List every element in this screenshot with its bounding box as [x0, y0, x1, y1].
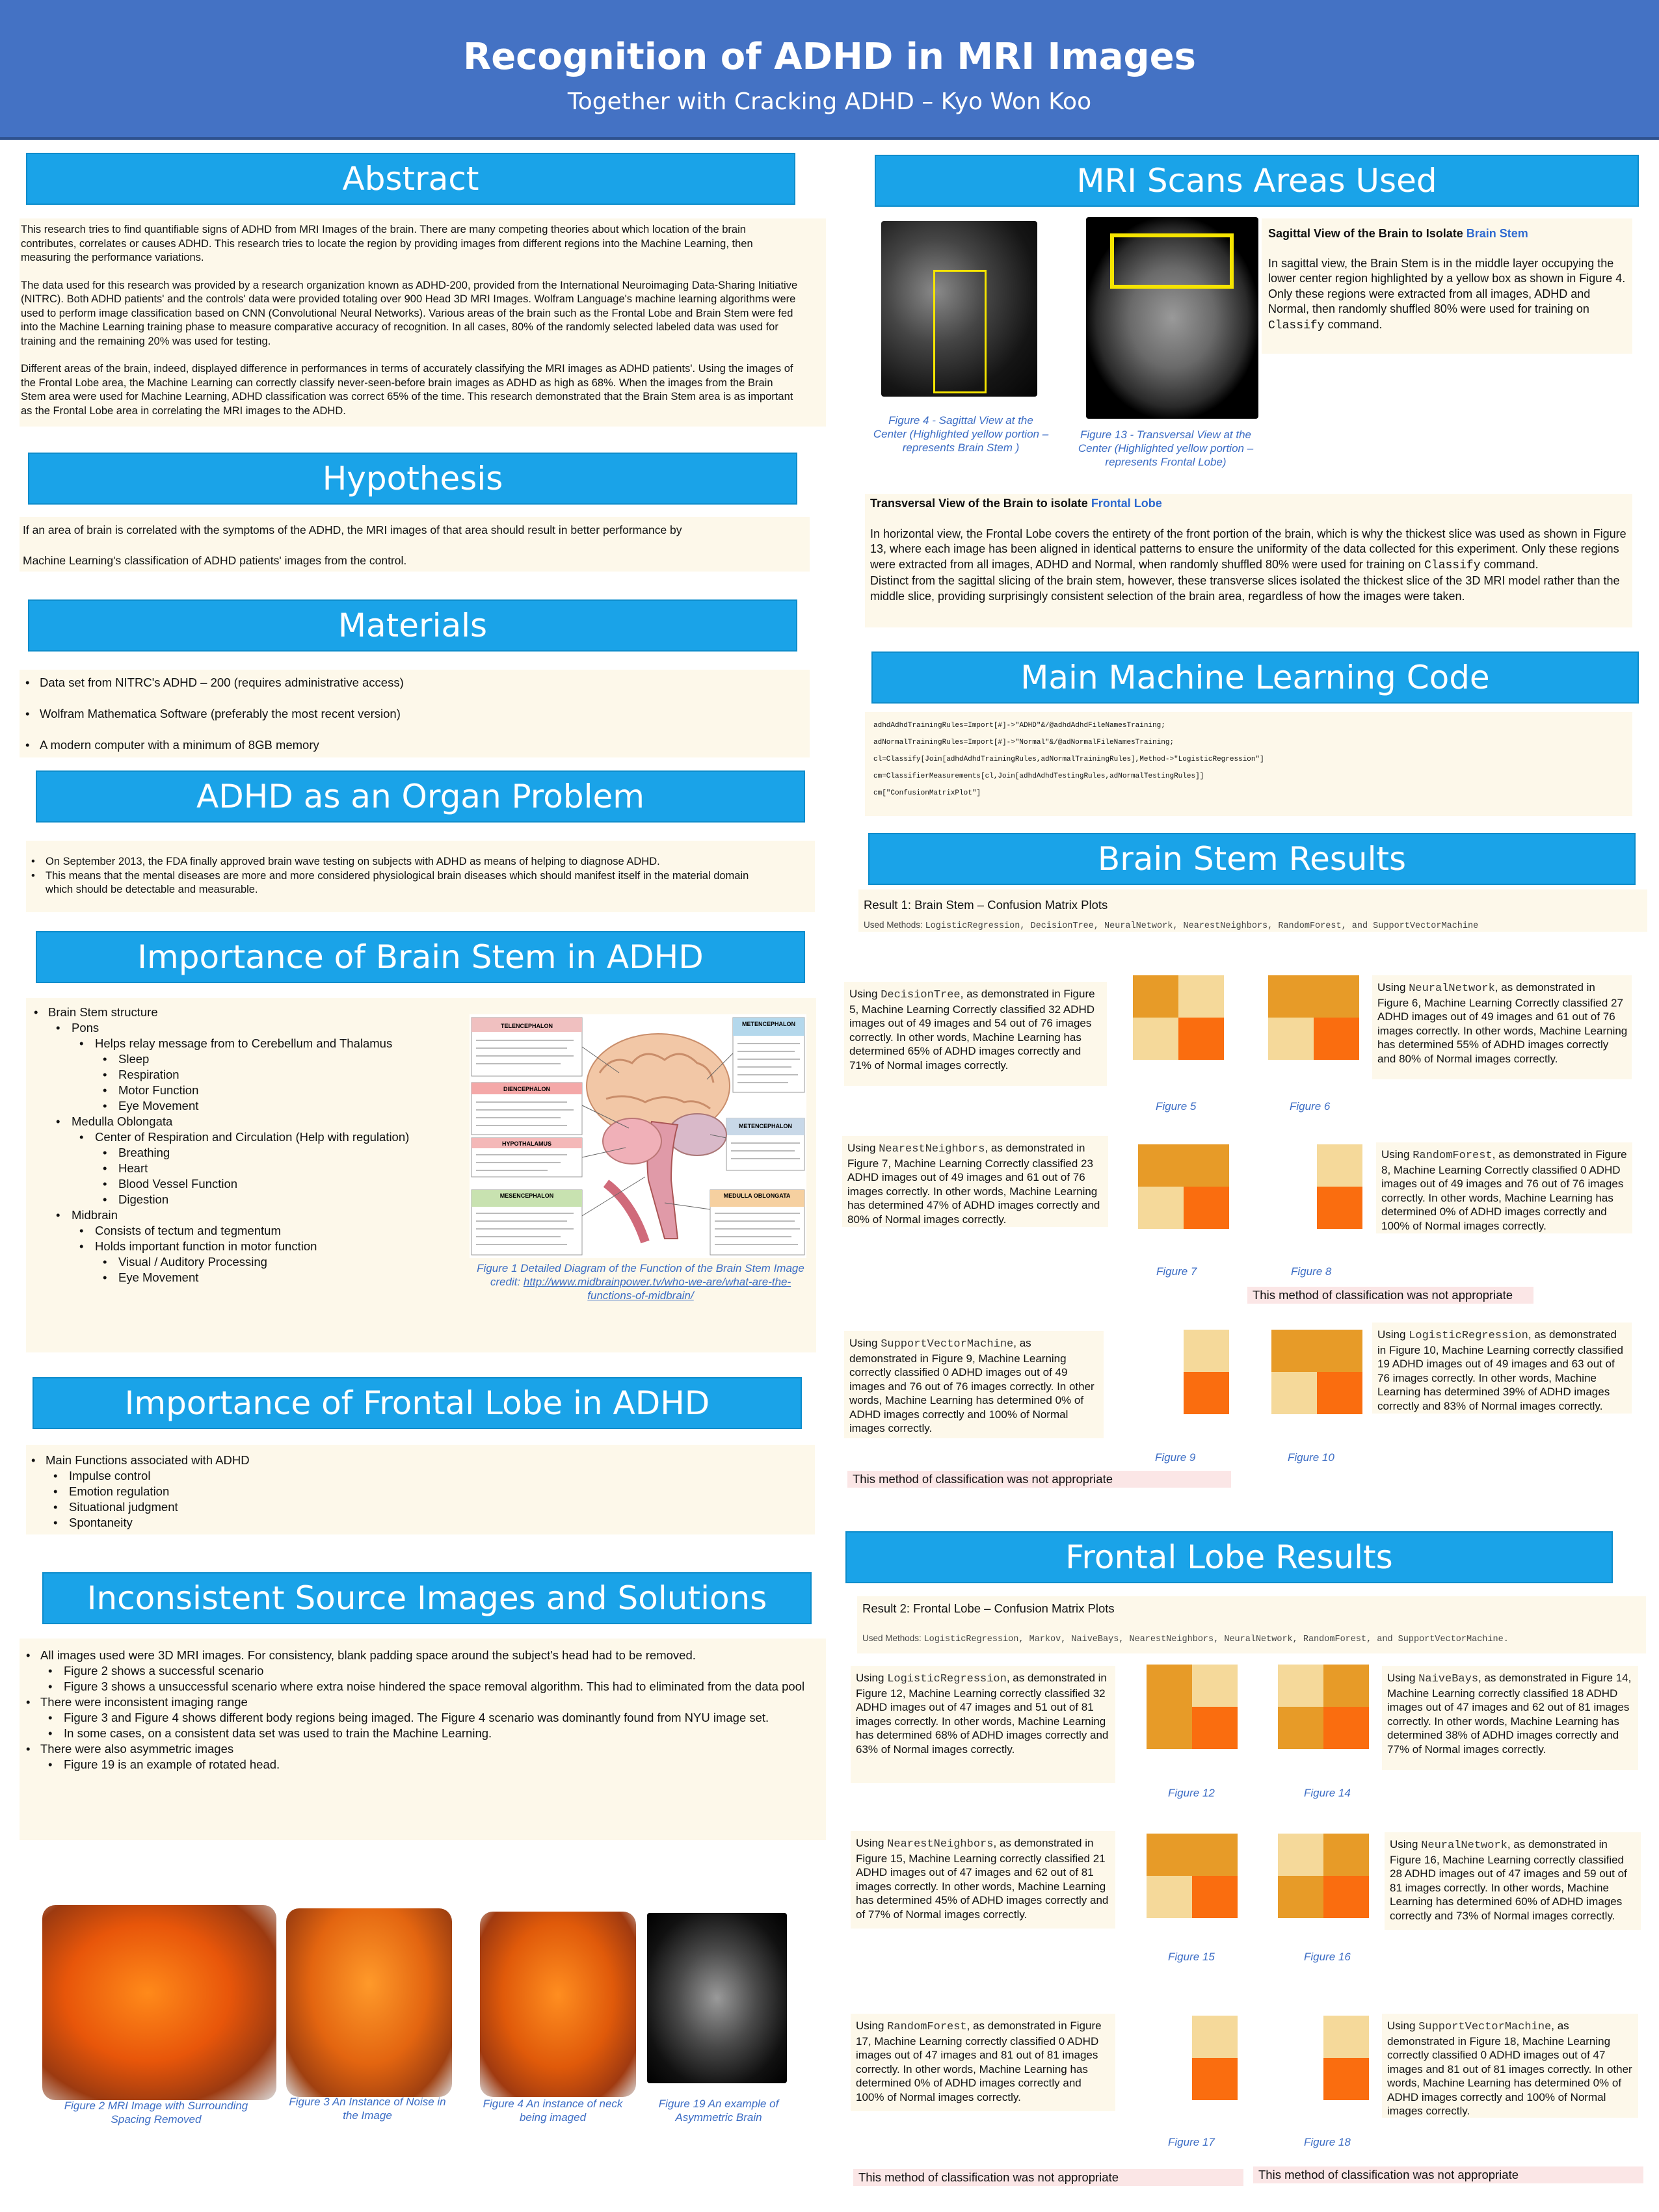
figure-label: Figure 17: [1168, 2136, 1215, 2148]
figure-label: Figure 9: [1155, 1451, 1196, 1464]
result-text: [1381, 1148, 1628, 1233]
label-mesencephalon: MESENCEPHALON: [499, 1192, 554, 1199]
list-item: • Center of Respiration and Circulation (Help with regulation): [33, 1129, 462, 1145]
matrix-cell: [1138, 1372, 1184, 1414]
list-item: • Helps relay message from to Cerebellum and Thalamus: [33, 1036, 462, 1051]
hypothesis-heading: Hypothesis: [28, 453, 797, 505]
confusion-matrix: [1138, 1330, 1229, 1414]
matrix-cell: [1323, 1876, 1369, 1918]
list-item: • Motor Function: [33, 1083, 462, 1098]
materials-item: • A modern computer with a minimum of 8GB memory: [24, 737, 804, 753]
materials-heading: Materials: [28, 599, 797, 652]
matrix-cell: [1147, 1834, 1192, 1876]
result-method: NearestNeighbors: [887, 1838, 994, 1850]
list-item: • Figure 3 shows a unsuccessful scenario where extra noise hindered the space removal algorithm. This had to eliminated from the data pool: [25, 1679, 818, 1694]
figure-4-scan-caption: Figure 4 - Sagittal View at the Center (Highlighted yellow portion – represents Brain Stem ): [873, 414, 1049, 454]
list-item: • Eye Movement: [33, 1270, 462, 1285]
figure-label: Figure 15: [1168, 1951, 1215, 1963]
result-using: Using: [856, 2020, 884, 2032]
list-item: • There were inconsistent imaging range: [25, 1694, 818, 1710]
confusion-matrix: [1147, 1834, 1238, 1918]
figure-1-caption-text: Figure 1 Detailed Diagram of the Function of the Brain Stem Image credit:: [477, 1262, 804, 1288]
brain-diagram-svg: [470, 1014, 806, 1258]
matrix-cell: [1133, 1018, 1178, 1060]
matrix-cell: [1271, 1372, 1317, 1414]
figure-4-caption: Figure 4 An instance of neck being imaged: [483, 2098, 623, 2124]
label-diencephalon: DIENCEPHALON: [503, 1086, 551, 1092]
figure-19-caption: Figure 19 An example of Asymmetric Brain: [658, 2098, 779, 2124]
matrix-cell: [1314, 1018, 1359, 1060]
result-method: NeuralNetwork: [1409, 982, 1495, 995]
result-body: , as demonstrated in Figure 9, Machine Learning correctly classified 0 ADHD images out of 49 images and 76 out of 76 images correctly. In other words, Machine Learning has determined 0% of ADHD images correctly and 100% of Normal images correctly.: [849, 1337, 1095, 1434]
result-using: Using: [1377, 1328, 1406, 1341]
result-method: SupportVectorMachine: [881, 1338, 1014, 1350]
figure-label: Figure 18: [1304, 2136, 1351, 2148]
result-body: , as demonstrated in Figure 6, Machine Learning Correctly classified 27 ADHD images out of 49 images and 61 out of 76 images correctly. In other words, Machine Learning has determined 55% of ADHD images correctly and 80% of Normal images correctly.: [1377, 981, 1628, 1065]
result-method: SupportVectorMachine: [1418, 2021, 1552, 2033]
list-item: • Digestion: [33, 1192, 462, 1207]
matrix-cell: [1323, 1707, 1369, 1749]
result-using: Using: [856, 1837, 884, 1849]
bs-methods-list: LogisticRegression, DecisionTree, NeuralNetwork, NearestNeighbors, RandomForest, and SupportVectorMachine: [925, 921, 1479, 931]
confusion-matrix: [1278, 1665, 1369, 1749]
sagittal-title: Sagittal View of the Brain to Isolate: [1268, 227, 1463, 240]
figure-label: Figure 14: [1304, 1787, 1351, 1799]
result-using: Using: [847, 1142, 876, 1154]
result-text: [1377, 981, 1628, 1066]
result-text: [849, 1336, 1100, 1436]
code-line: adhdAdhdTrainingRules=Import[#]->"ADHD"&/@adhdAdhdFileNamesTraining;: [873, 722, 1165, 730]
matrix-cell: [1192, 2016, 1238, 2058]
list-item: • Figure 3 and Figure 4 shows different body regions being imaged. The Figure 4 scenario was dominantly found from NYU image set.: [25, 1710, 818, 1726]
organ-item: • On September 2013, the FDA finally approved brain wave testing on subjects with ADHD as means of helping to diagnose ADHD.: [30, 855, 778, 869]
list-item: • Visual / Auditory Processing: [33, 1254, 462, 1270]
frontal-list: [30, 1453, 745, 1531]
list-item: • Breathing: [33, 1145, 462, 1161]
matrix-cell: [1317, 1330, 1362, 1372]
result-method: DecisionTree: [881, 989, 961, 1001]
figure-label: Figure 5: [1156, 1100, 1197, 1113]
matrix-cell: [1278, 1665, 1323, 1707]
result-text: [1390, 1837, 1637, 1923]
not-appropriate-note: This method of classification was not appropriate: [1253, 2166, 1643, 2183]
result-text: [849, 987, 1103, 1072]
fl-methods-label: Used Methods:: [862, 1633, 922, 1643]
matrix-cell: [1268, 975, 1314, 1018]
confusion-matrix: [1278, 1834, 1369, 1918]
confusion-matrix: [1271, 1330, 1362, 1414]
confusion-matrix: [1278, 2016, 1369, 2100]
result-using: Using: [849, 988, 878, 1000]
list-item: • Figure 19 is an example of rotated head.: [25, 1757, 818, 1772]
matrix-cell: [1271, 1330, 1317, 1372]
transversal-body-2: Distinct from the sagittal slicing of the brain stem, however, these transverse slices isolated the thickest slice of the 3D MRI model rather than the middle slice, providing surprisingly consistent selection of the brain area, regardless of how the images were taken.: [870, 574, 1620, 603]
not-appropriate-note: This method of classification was not appropriate: [847, 1471, 1231, 1488]
label-metencephalon-cerebellum: METENCEPHALON: [741, 1021, 796, 1027]
organ-item: • This means that the mental diseases are more and more considered physiological brain diseases which should manifest itself in the material domain which should be detectable and measurable.: [30, 869, 778, 897]
list-item: • Emotion regulation: [30, 1484, 745, 1499]
not-appropriate-note: This method of classification was not appropriate: [1247, 1287, 1533, 1304]
matrix-cell: [1147, 1876, 1192, 1918]
sagittal-code: Classify: [1268, 319, 1325, 332]
not-appropriate-note: This method of classification was not appropriate: [853, 2169, 1243, 2186]
result-method: NeuralNetwork: [1421, 1839, 1507, 1852]
list-item: • Brain Stem structure: [33, 1005, 462, 1020]
abstract-p2: The data used for this research was provided by a research organization known as ADHD-200, provided from the International Neuroimaging Data-Sharing Initiative (NITRC). Both ADHD patients' and the controls' data were provided totaling over 900 Head 3D MRI Images. Wolfram Language's machine learning algorithms were used to perform image classification based on CNN (Convolutional Neural Networks). Various areas of the brain such as the Frontal Lobe and Brain Stem were fed into the Machine Learning training phase to measure comparative accuracy of recognition. In all cases, 80% of the randomly selected labeled data was used for training and the remaining 20% was used for testing.: [21, 279, 798, 347]
result-text: [856, 2019, 1111, 2104]
list-item: • Blood Vessel Function: [33, 1176, 462, 1192]
list-item: • There were also asymmetric images: [25, 1741, 818, 1757]
abstract-p1: This research tries to find quantifiable signs of ADHD from MRI Images of the brain. There are many competing theories about which location of the brain contributes, correlates or causes ADHD. This research tries to locate the region by providing images from different regions into the Machine Learning, then measuring the performance variations.: [21, 224, 753, 263]
result-body: , as demonstrated in Figure 10, Machine Learning correctly classified 19 ADHD images out of 49 images and 63 out of 76 images correctly. In other words, Machine Learning has determined 39% of ADHD images correctly and 83% of Normal images correctly.: [1377, 1328, 1623, 1412]
list-item: • Holds important function in motor function: [33, 1239, 462, 1254]
result-method: RandomForest: [887, 2021, 967, 2033]
confusion-matrix: [1147, 1665, 1238, 1749]
result-method: NaiveBays: [1418, 1673, 1479, 1685]
result-body: , as demonstrated in Figure 16, Machine Learning correctly classified 28 ADHD images out of 47 images and 59 out of 81 images correctly. In other words, Machine Learning has determined 60% of ADHD images correctly and 73% of Normal images correctly.: [1390, 1838, 1627, 1922]
matrix-cell: [1178, 1018, 1224, 1060]
result-text: [1387, 2019, 1634, 2118]
matrix-cell: [1268, 1018, 1314, 1060]
result-body: , as demonstrated in Figure 8, Machine Learning Correctly classified 0 ADHD images out of 49 images and 76 out of 76 images correctly. In other words, Machine Learning has determined 0% of ADHD images correctly and 100% of Normal images correctly.: [1381, 1148, 1627, 1232]
transversal-body: In horizontal view, the Frontal Lobe covers the entirety of the front portion of the brain, which is why the thickest slice was used as shown in Figure 13, where each image has been aligned in identical patterns to ensure the uniformity of the data collected for this experiment. Only these regions were extracted from all images, ADHD and Normal, when randomly shuffled 80% were used for training on: [870, 527, 1626, 571]
fl-methods-list: LogisticRegression, Markov, NaiveBays, NearestNeighbors, NeuralNetwork, RandomForest, and SupportVectorMachine.: [923, 1635, 1509, 1644]
figure-label: Figure 6: [1290, 1100, 1331, 1113]
list-item: • Pons: [33, 1020, 462, 1036]
list-item: • In some cases, on a consistent data set was used to train the Machine Learning.: [25, 1726, 818, 1741]
matrix-cell: [1323, 1834, 1369, 1876]
figure-13-caption: Figure 13 - Transversal View at the Center (Highlighted yellow portion – represents Frontal Lobe): [1078, 428, 1254, 468]
transversal-title: Transversal View of the Brain to isolate: [870, 497, 1088, 510]
matrix-cell: [1278, 1834, 1323, 1876]
matrix-cell: [1184, 1144, 1229, 1187]
matrix-cell: [1323, 2016, 1369, 2058]
list-item: • Heart: [33, 1161, 462, 1176]
poster-title: Recognition of ADHD in MRI Images: [463, 36, 1196, 78]
matrix-cell: [1278, 1707, 1323, 1749]
result-using: Using: [856, 1672, 884, 1684]
matrix-cell: [1317, 1372, 1362, 1414]
list-item: • Sleep: [33, 1051, 462, 1067]
label-medulla: MEDULLA OBLONGATA: [723, 1192, 791, 1199]
frontal-lobe-highlight-box: [1110, 233, 1234, 289]
result-body: , as demonstrated in Figure 17, Machine Learning correctly classified 0 ADHD images out of 47 images and 81 out of 81 images correctly. In other words, Machine Learning has determined 0% of ADHD images correctly and 100% of Normal images correctly.: [856, 2020, 1102, 2103]
figure-label: Figure 12: [1168, 1787, 1215, 1799]
brainstem-highlight-box: [933, 270, 987, 393]
confusion-matrix: [1147, 2016, 1238, 2100]
figure-19-image: [647, 1913, 787, 2083]
fl-results-heading: Frontal Lobe Results: [845, 1531, 1613, 1583]
figure-1-link[interactable]: http://www.midbrainpower.tv/who-we-are/what-are-the-functions-of-midbrain/: [523, 1276, 791, 1302]
brainstem-heading: Importance of Brain Stem in ADHD: [36, 931, 805, 983]
result-using: Using: [1390, 1838, 1418, 1850]
code-heading: Main Machine Learning Code: [871, 652, 1639, 704]
poster-subtitle: Together with Cracking ADHD – Kyo Won Koo: [567, 88, 1092, 115]
list-item: • Respiration: [33, 1067, 462, 1083]
figure-2-caption: Figure 2 MRI Image with Surrounding Spacing Removed: [64, 2100, 248, 2126]
result-method: LogisticRegression: [887, 1673, 1007, 1685]
matrix-cell: [1138, 1144, 1184, 1187]
matrix-cell: [1147, 2016, 1192, 2058]
label-telencephalon: TELENCEPHALON: [500, 1023, 553, 1029]
result-method: LogisticRegression: [1409, 1330, 1528, 1342]
list-item: • All images used were 3D MRI images. For consistency, blank padding space around the subject's head had to be removed.: [25, 1648, 818, 1663]
list-item: • Situational judgment: [30, 1499, 745, 1515]
code-line: cm["ConfusionMatrixPlot"]: [873, 789, 981, 797]
sagittal-text: [1268, 226, 1629, 334]
code-line: cm=ClassifierMeasurements[cl,Join[adhdAdhdTestingRules,adNormalTestingRules]]: [873, 772, 1204, 780]
result-body: , as demonstrated in Figure 14, Machine Learning correctly classified 18 ADHD images out of 47 images and 62 out of 81 images correctly. In other words, Machine Learning has determined 38% of ADHD images correctly and 77% of Normal images correctly.: [1387, 1672, 1632, 1756]
matrix-cell: [1133, 975, 1178, 1018]
code-block: [873, 722, 1621, 806]
transversal-code: Classify: [1424, 559, 1481, 572]
sagittal-end: command.: [1327, 317, 1383, 331]
matrix-cell: [1317, 1187, 1362, 1229]
matrix-cell: [1184, 1330, 1229, 1372]
result-text: [1387, 1671, 1634, 1756]
matrix-cell: [1184, 1187, 1229, 1229]
confusion-matrix: [1271, 1144, 1362, 1229]
sagittal-mri-image: [881, 221, 1037, 397]
list-item: • Eye Movement: [33, 1098, 462, 1114]
brainstem-diagram: [470, 1014, 806, 1258]
list-item: • Impulse control: [30, 1468, 745, 1484]
confusion-matrix: [1268, 975, 1359, 1060]
figure-4-image: [480, 1912, 636, 2097]
matrix-cell: [1138, 1330, 1184, 1372]
hypothesis-line1: If an area of brain is correlated with the symptoms of the ADHD, the MRI images of that area should result in better performance by: [23, 523, 682, 536]
matrix-cell: [1192, 1707, 1238, 1749]
materials-list: [24, 675, 804, 753]
result-body: , as demonstrated in Figure 7, Machine Learning Correctly classified 23 ADHD images out of 49 images and 61 out of 76 images correctly. In other words, Machine Learning has determined 47% of ADHD images correctly and 80% of Normal images correctly.: [847, 1142, 1100, 1226]
matrix-cell: [1278, 1876, 1323, 1918]
matrix-cell: [1147, 1665, 1192, 1707]
list-item: • Medulla Oblongata: [33, 1114, 462, 1129]
result-method: NearestNeighbors: [879, 1143, 985, 1155]
matrix-cell: [1278, 2016, 1323, 2058]
matrix-cell: [1192, 1665, 1238, 1707]
bs-result-title: Result 1: Brain Stem – Confusion Matrix Plots: [864, 898, 1108, 912]
transversal-mri-image: [1086, 217, 1258, 419]
transversal-title-highlight: Frontal Lobe: [1091, 497, 1162, 510]
figure-1-caption: [475, 1261, 806, 1302]
matrix-cell: [1138, 1187, 1184, 1229]
list-item: • Midbrain: [33, 1207, 462, 1223]
result-using: Using: [1387, 1672, 1416, 1684]
code-line: cl=Classify[Join[adhdAdhdTrainingRules,adNormalTrainingRules],Method->"LogisticRegression"]: [873, 756, 1264, 763]
materials-item: • Wolfram Mathematica Software (preferably the most recent version): [24, 706, 804, 722]
abstract-heading: Abstract: [26, 153, 795, 205]
list-item: • Main Functions associated with ADHD: [30, 1453, 745, 1468]
result-using: Using: [1387, 2020, 1416, 2032]
result-using: Using: [849, 1337, 878, 1349]
result-body: , as demonstrated in Figure 18, Machine Learning correctly classified 0 ADHD images out of 47 images and 81 out of 81 images correctly. In other words, Machine Learning has determined 0% of ADHD images correctly and 100% of Normal images correctly.: [1387, 2020, 1632, 2117]
result-text: [856, 1671, 1111, 1756]
inconsistent-list: [25, 1648, 818, 1772]
abstract-text: [21, 223, 798, 418]
matrix-cell: [1314, 975, 1359, 1018]
figure-2-image: [42, 1905, 276, 2100]
result-text: [847, 1141, 1104, 1226]
fl-methods-line: [862, 1631, 1509, 1647]
matrix-cell: [1278, 2058, 1323, 2100]
result-body: , as demonstrated in Figure 12, Machine Learning correctly classified 32 ADHD images out of 47 images and 51 out of 81 images correctly. In other words, Machine Learning has determined 68% of ADHD images correctly and 63% of Normal images correctly.: [856, 1672, 1109, 1756]
matrix-cell: [1271, 1187, 1317, 1229]
result-body: , as demonstrated in Figure 5, Machine Learning Correctly classified 32 ADHD images out of 49 images and 54 out of 76 images correctly. In other words, Machine Learning has determined 65% of ADHD images correctly and 71% of Normal images correctly.: [849, 988, 1095, 1072]
matrix-cell: [1192, 1876, 1238, 1918]
result-text: [856, 1836, 1111, 1921]
scans-heading: MRI Scans Areas Used: [875, 155, 1639, 207]
confusion-matrix: [1133, 975, 1224, 1060]
bs-methods-line: [864, 918, 1478, 934]
matrix-cell: [1271, 1144, 1317, 1187]
matrix-cell: [1147, 2058, 1192, 2100]
label-hypothalamus: HYPOTHALAMUS: [502, 1140, 551, 1147]
list-item: • Consists of tectum and tegmentum: [33, 1223, 462, 1239]
figure-label: Figure 8: [1291, 1265, 1332, 1278]
sagittal-body: In sagittal view, the Brain Stem is in the middle layer occupying the lower center region highlighted by a yellow box as shown in Figure 4. Only these regions were extracted from all images, ADHD and Normal, then randomly shuffled 80% were used for training on: [1268, 256, 1626, 315]
list-item: • Spontaneity: [30, 1515, 745, 1531]
brainstem-list: [33, 1005, 462, 1285]
transversal-end: command.: [1483, 557, 1539, 571]
bs-methods-label: Used Methods:: [864, 920, 923, 930]
fl-result-title: Result 2: Frontal Lobe – Confusion Matrix Plots: [862, 1601, 1115, 1615]
figure-label: Figure 16: [1304, 1951, 1351, 1963]
materials-item: • Data set from NITRC's ADHD – 200 (requires administrative access): [24, 675, 804, 691]
result-body: , as demonstrated in Figure 15, Machine Learning correctly classified 21 ADHD images out of 47 images and 62 out of 81 images correctly. In other words, Machine Learning has determined 45% of ADHD images correctly and of 77% of Normal images correctly.: [856, 1837, 1109, 1921]
figure-3-caption: Figure 3 An Instance of Noise in the Image: [289, 2096, 446, 2122]
poster-header: [0, 0, 1659, 140]
result-using: Using: [1381, 1148, 1410, 1161]
matrix-cell: [1184, 1372, 1229, 1414]
result-text: [1377, 1328, 1628, 1413]
figure-3-image: [286, 1908, 452, 2097]
sagittal-title-highlight: Brain Stem: [1466, 227, 1528, 240]
organ-heading: ADHD as an Organ Problem: [36, 770, 805, 823]
transversal-text: [870, 496, 1628, 604]
matrix-cell: [1323, 2058, 1369, 2100]
inconsistent-heading: Inconsistent Source Images and Solutions: [42, 1572, 812, 1624]
list-item: • Figure 2 shows a successful scenario: [25, 1663, 818, 1679]
frontal-heading: Importance of Frontal Lobe in ADHD: [33, 1377, 802, 1429]
label-metencephalon-pons: METENCEPHALON: [738, 1123, 793, 1129]
matrix-cell: [1147, 1707, 1192, 1749]
result-method: RandomForest: [1413, 1150, 1493, 1162]
matrix-cell: [1323, 1665, 1369, 1707]
result-using: Using: [1377, 981, 1406, 994]
matrix-cell: [1317, 1144, 1362, 1187]
confusion-matrix: [1138, 1144, 1229, 1229]
hypothesis-text: [23, 522, 810, 568]
abstract-p3: Different areas of the brain, indeed, displayed difference in performances in terms of accurately classifying the MRI images as ADHD patients'. Using the images of the Frontal Lobe area, the Machine Learning can correctly classify never-seen-before brain images as ADHD as high as 68%. When the images from the Brain Stem area were used for Machine Learning, ADHD classification was correct 65% of the time. This research demonstrated that the Brain Stem area is as important as the Frontal Lobe area in correlating the MRI images to the ADHD.: [21, 363, 793, 417]
matrix-cell: [1192, 1834, 1238, 1876]
code-line: adNormalTrainingRules=Import[#]->"Normal"&/@adNormalFileNamesTraining;: [873, 739, 1175, 746]
bs-results-heading: Brain Stem Results: [868, 833, 1636, 885]
matrix-cell: [1192, 2058, 1238, 2100]
figure-label: Figure 10: [1288, 1451, 1334, 1464]
figure-label: Figure 7: [1156, 1265, 1197, 1278]
matrix-cell: [1178, 975, 1224, 1018]
hypothesis-line2: Machine Learning's classification of ADHD patients' images from the control.: [23, 554, 407, 567]
organ-list: [30, 855, 778, 897]
